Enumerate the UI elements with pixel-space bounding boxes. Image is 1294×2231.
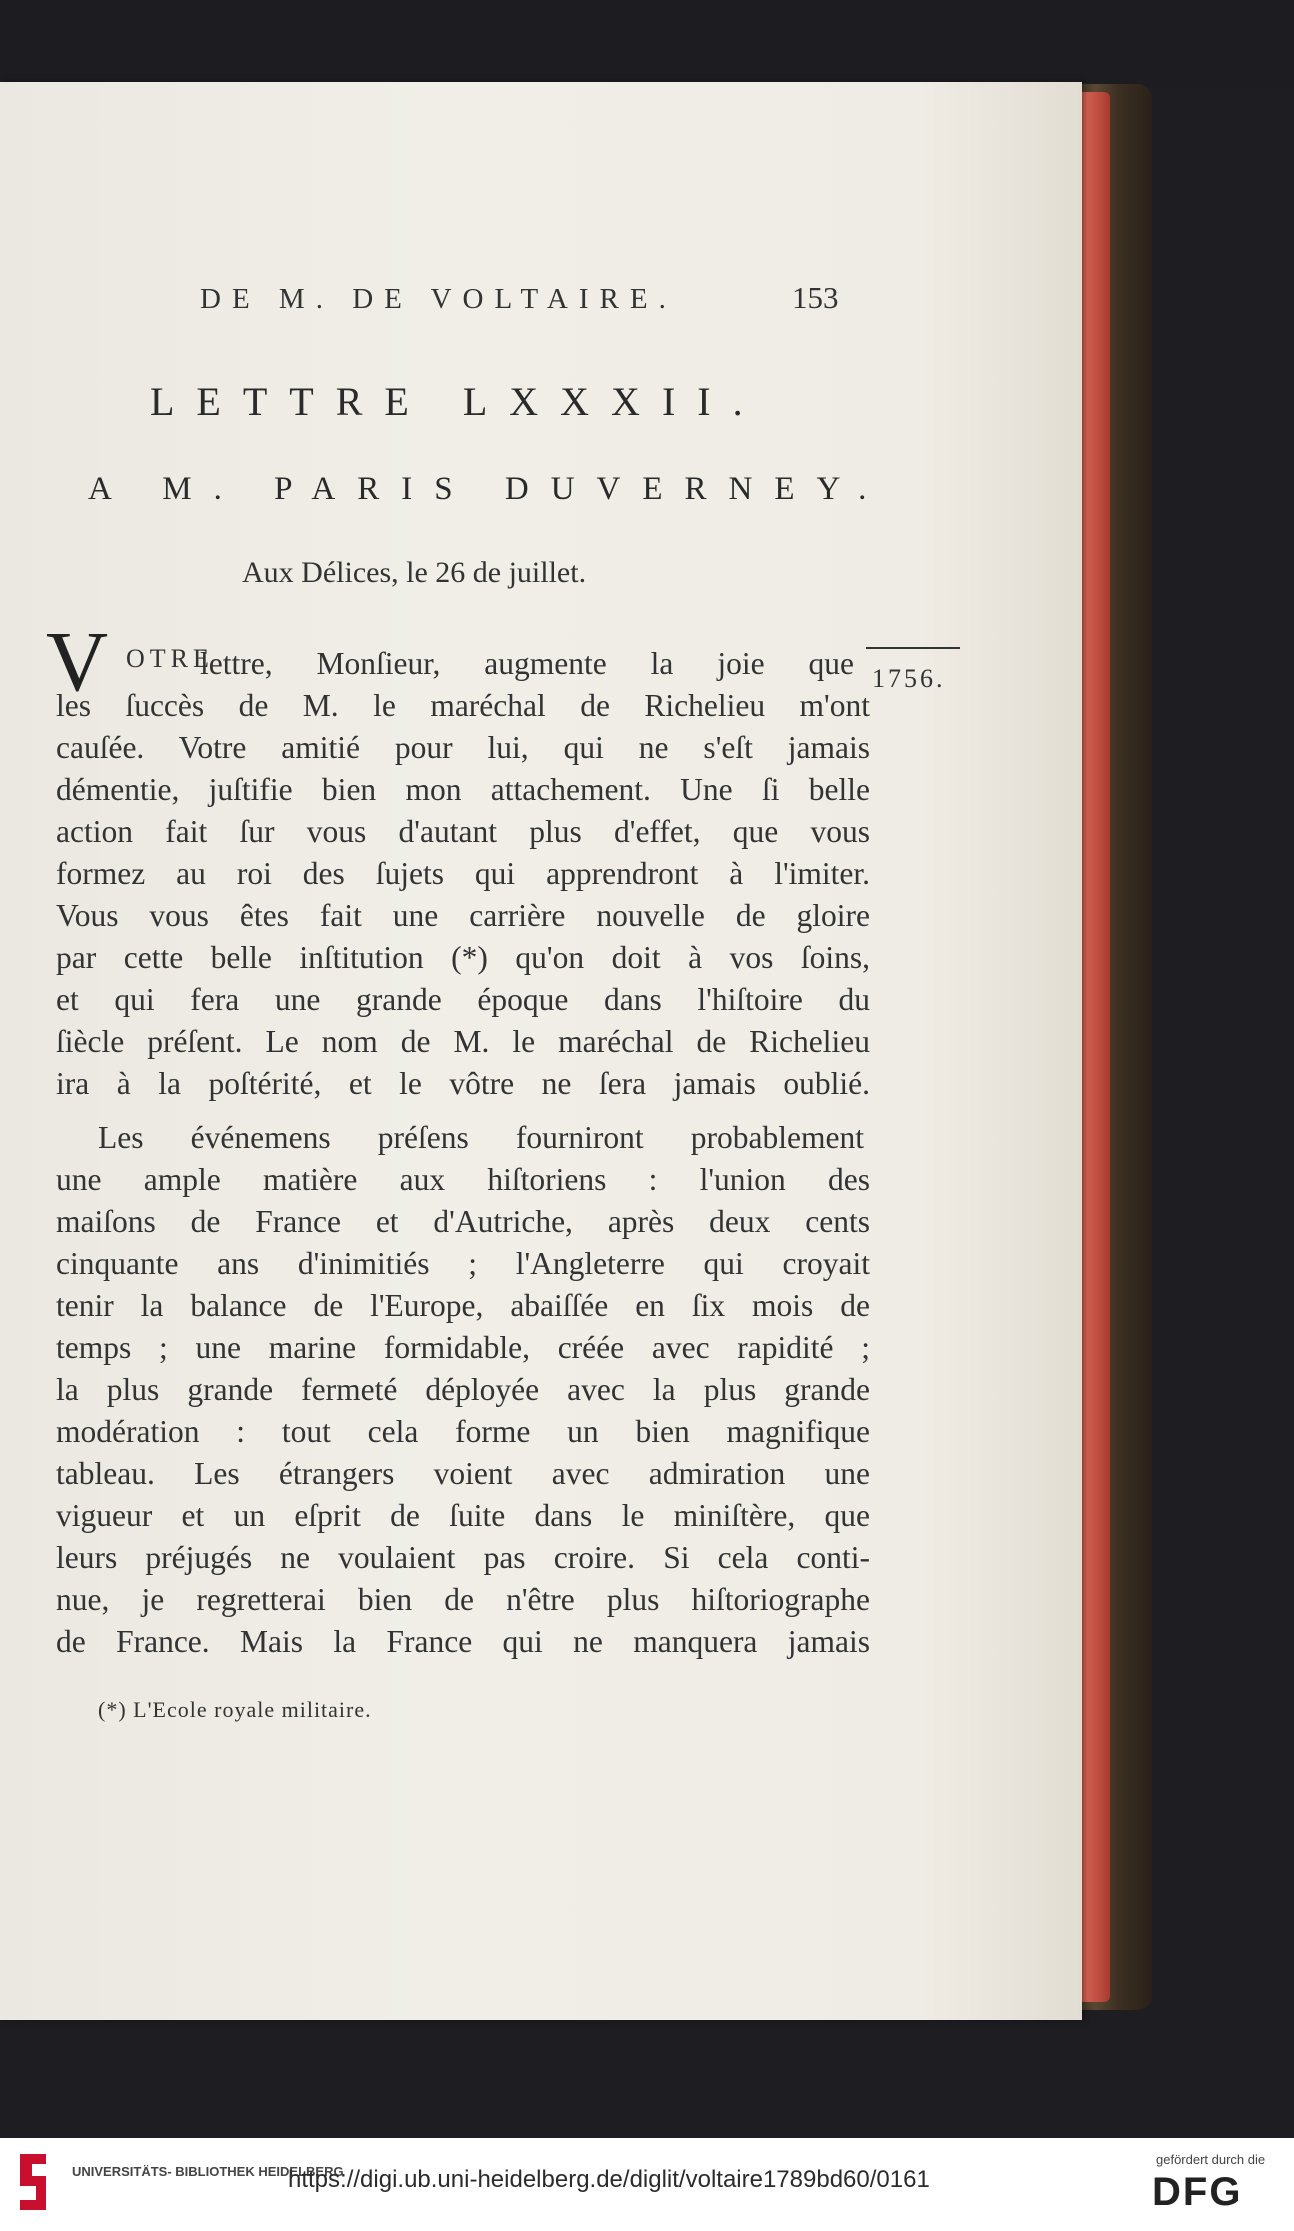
opening-word: OTRE	[126, 644, 214, 673]
text-line: formez au roi des ſujets qui apprendront à l'imiter.	[56, 856, 870, 891]
running-head: DE M. DE VOLTAIRE.	[200, 283, 677, 315]
letter-dateline: Aux Délices, le 26 de juillet.	[242, 556, 587, 589]
library-logo-icon	[16, 2150, 54, 2214]
library-name: UNIVERSITÄTS- BIBLIOTHEK HEIDELBERG	[72, 2164, 344, 2179]
text-line: une ample matière aux hiſtoriens : l'union des	[56, 1162, 870, 1197]
text-line: de France. Mais la France qui ne manquera jamais	[56, 1624, 870, 1659]
margin-year: 1756.	[872, 664, 946, 693]
letter-title: LETTRE LXXXII.	[150, 379, 765, 424]
text-line: Vous vous êtes fait une carrière nouvelle de gloire	[56, 898, 870, 933]
text-line: tableau. Les étrangers voient avec admiration une	[56, 1456, 870, 1491]
text-line: nue, je regretterai bien de n'être plus hiſtoriographe	[56, 1582, 870, 1617]
footnote: (*) L'Ecole royale militaire.	[98, 1697, 372, 1722]
margin-rule	[866, 647, 960, 649]
page-url-link[interactable]: https://digi.ub.uni-heidelberg.de/diglit/voltaire1789bd60/0161	[288, 2166, 930, 2193]
dfg-logo: DFG	[1152, 2170, 1243, 2214]
drop-cap: V	[46, 613, 109, 709]
text-line: temps ; une marine formidable, créée avec rapidité ;	[56, 1330, 870, 1365]
page-number: 153	[792, 280, 839, 315]
text-line: et qui fera une grande époque dans l'hiſtoire du	[56, 982, 870, 1017]
text-line: démentie, juſtifie bien mon attachement. Une ſi belle	[56, 772, 870, 807]
letter-recipient: A M. PARIS DUVERNEY.	[88, 471, 889, 507]
text-line: cinquante ans d'inimitiés ; l'Angleterre qui croyait	[56, 1246, 870, 1281]
text-line: Les événemens préſens fourniront probablement	[98, 1120, 864, 1155]
text-line: cauſée. Votre amitié pour lui, qui ne s'eſt jamais	[56, 730, 870, 765]
background	[0, 0, 1294, 88]
text-line: ira à la poſtérité, et le vôtre ne ſera jamais oublié.	[56, 1066, 870, 1101]
viewer-footer	[0, 2138, 1294, 2231]
text-line: leurs préjugés ne voulaient pas croire. Si cela conti-	[56, 1540, 870, 1575]
text-line: la plus grande fermeté déployée avec la plus grande	[56, 1372, 870, 1407]
text-line: maiſons de France et d'Autriche, après deux cents	[56, 1204, 870, 1239]
text-line: par cette belle inſtitution (*) qu'on doit à vos ſoins,	[56, 940, 870, 975]
text-line: ſiècle préſent. Le nom de M. le maréchal de Richelieu	[56, 1024, 870, 1059]
text-line: vigueur et un eſprit de ſuite dans le miniſtère, que	[56, 1498, 870, 1533]
text-line: lettre, Monſieur, augmente la joie que	[200, 646, 854, 681]
text-line: tenir la balance de l'Europe, abaiſſée en ſix mois de	[56, 1288, 870, 1323]
funding-note: gefördert durch die	[1156, 2152, 1266, 2167]
text-line: modération : tout cela forme un bien magnifique	[56, 1414, 870, 1449]
text-line: les ſuccès de M. le maréchal de Richelieu m'ont	[56, 688, 870, 723]
text-line: action fait ſur vous d'autant plus d'effet, que vous	[56, 814, 870, 849]
